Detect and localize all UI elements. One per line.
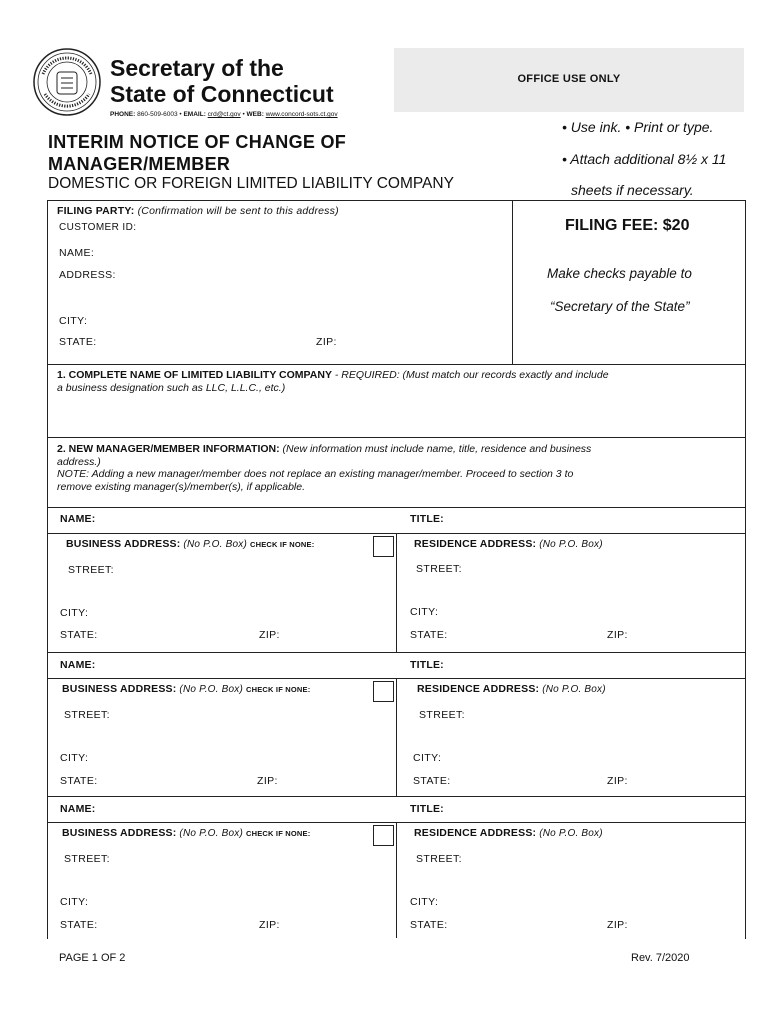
divider — [47, 364, 745, 365]
instruction-sheets: sheets if necessary. — [571, 182, 694, 198]
section2-note-a: (New information must include name, title, residence and business — [279, 443, 592, 455]
filing-city-field[interactable]: CITY: — [59, 315, 88, 327]
filing-zip-field[interactable]: ZIP: — [316, 336, 337, 348]
email-link[interactable]: crd@ct.gov — [207, 111, 241, 118]
entry1-residence-street-field[interactable]: STREET: — [416, 563, 462, 575]
entry2-name-field[interactable]: NAME: — [60, 659, 96, 671]
instruction-ink: • Use ink. • Print or type. — [562, 119, 714, 135]
check-if-none-label: CHECK IF NONE: — [245, 829, 311, 838]
residence-address-label: RESIDENCE ADDRESS: — [417, 683, 540, 695]
no-po-box-note: (No P.O. Box) — [180, 539, 250, 550]
entry1-business-address-heading — [66, 538, 314, 550]
column-divider — [396, 533, 397, 652]
entry3-residence-state-field[interactable]: STATE: — [410, 919, 448, 931]
entry3-residence-address-heading — [414, 827, 603, 839]
customer-id-field[interactable]: CUSTOMER ID: — [59, 222, 137, 233]
entry1-business-zip-field[interactable]: ZIP: — [259, 629, 280, 641]
entry2-residence-state-field[interactable]: STATE: — [413, 775, 451, 787]
contact-line: PHONE: 860-509-6003 • EMAIL: crd@ct.gov • WEB: www.concord-sots.ct.gov — [110, 111, 338, 118]
entry1-residence-address-heading — [414, 538, 603, 550]
residence-address-label: RESIDENCE ADDRESS: — [414, 827, 537, 839]
entry3-business-street-field[interactable]: STREET: — [64, 853, 110, 865]
no-po-box-note: (No P.O. Box) — [176, 828, 246, 839]
filing-party-note: (Confirmation will be sent to this address) — [137, 205, 339, 217]
residence-address-label: RESIDENCE ADDRESS: — [414, 538, 537, 550]
entry3-residence-city-field[interactable]: CITY: — [410, 896, 439, 908]
revision-date: Rev. 7/2020 — [631, 952, 690, 964]
divider — [47, 796, 745, 797]
filing-party-label: FILING PARTY: — [57, 205, 135, 217]
email-label: EMAIL: — [183, 111, 206, 118]
entry3-residence-street-field[interactable]: STREET: — [416, 853, 462, 865]
section1-required: - REQUIRED: — [331, 369, 400, 381]
entry2-residence-city-field[interactable]: CITY: — [413, 752, 442, 764]
phone-value: 860-509-6003 — [137, 111, 178, 118]
agency-name-line2: State of Connecticut — [110, 81, 334, 107]
page-number: PAGE 1 OF 2 — [59, 952, 126, 964]
entry1-residence-zip-field[interactable]: ZIP: — [607, 629, 628, 641]
section1-heading[interactable] — [57, 369, 745, 394]
entry2-business-street-field[interactable]: STREET: — [64, 709, 110, 721]
business-address-label: BUSINESS ADDRESS: — [62, 683, 177, 695]
no-po-box-note: (No P.O. Box) — [536, 828, 603, 839]
office-use-label: OFFICE USE ONLY — [517, 73, 621, 85]
entry1-business-city-field[interactable]: CITY: — [60, 607, 89, 619]
section1-note-b: a business designation such as LLC, L.L.C., etc.) — [57, 381, 286, 394]
section2-note-d: remove existing manager(s)/member(s), if applicable. — [57, 480, 306, 493]
divider — [47, 652, 745, 653]
section2-title: 2. NEW MANAGER/MEMBER INFORMATION: — [57, 443, 280, 455]
entry1-residence-city-field[interactable]: CITY: — [410, 606, 439, 618]
section2-heading — [57, 443, 745, 493]
entry3-title-field[interactable]: TITLE: — [410, 803, 444, 815]
entry2-business-state-field[interactable]: STATE: — [60, 775, 98, 787]
column-divider — [396, 822, 397, 938]
filing-name-field[interactable]: NAME: — [59, 247, 95, 259]
no-po-box-note: (No P.O. Box) — [176, 684, 246, 695]
filing-address-field[interactable]: ADDRESS: — [59, 269, 116, 281]
entry2-residence-street-field[interactable]: STREET: — [419, 709, 465, 721]
section2-note-b: address.) — [57, 455, 101, 468]
entry1-check-if-none-checkbox[interactable] — [373, 536, 394, 557]
form-title-line2: MANAGER/MEMBER — [48, 154, 231, 174]
entry1-business-state-field[interactable]: STATE: — [60, 629, 98, 641]
section1-title: 1. COMPLETE NAME OF LIMITED LIABILITY COMPANY — [57, 369, 332, 381]
check-if-none-label: CHECK IF NONE: — [245, 685, 311, 694]
fee-divider — [512, 200, 513, 364]
phone-label: PHONE: — [110, 111, 136, 118]
entry1-residence-state-field[interactable]: STATE: — [410, 629, 448, 641]
entry1-business-street-field[interactable]: STREET: — [68, 564, 114, 576]
business-address-label: BUSINESS ADDRESS: — [62, 827, 177, 839]
checks-payable-line1: Make checks payable to — [547, 266, 692, 281]
check-if-none-label: CHECK IF NONE: — [249, 540, 315, 549]
section1-note-a: (Must match our records exactly and include — [399, 369, 609, 381]
entry1-title-field[interactable]: TITLE: — [410, 513, 444, 525]
divider — [47, 437, 745, 438]
entry2-business-address-heading — [62, 683, 310, 695]
form-title-line1: INTERIM NOTICE OF CHANGE OF — [48, 132, 347, 152]
divider — [47, 507, 745, 508]
entry1-name-field[interactable]: NAME: — [60, 513, 96, 525]
no-po-box-note: (No P.O. Box) — [536, 539, 603, 550]
column-divider — [396, 678, 397, 796]
office-use-box — [394, 48, 744, 112]
no-po-box-note: (No P.O. Box) — [539, 684, 606, 695]
entry2-check-if-none-checkbox[interactable] — [373, 681, 394, 702]
entry3-business-zip-field[interactable]: ZIP: — [259, 919, 280, 931]
entry2-title-field[interactable]: TITLE: — [410, 659, 444, 671]
agency-name-line1: Secretary of the — [110, 55, 284, 81]
entry2-business-city-field[interactable]: CITY: — [60, 752, 89, 764]
business-address-label: BUSINESS ADDRESS: — [66, 538, 181, 550]
entry2-residence-address-heading — [417, 683, 606, 695]
entry3-business-address-heading — [62, 827, 310, 839]
web-link[interactable]: www.concord-sots.ct.gov — [265, 111, 338, 118]
entry3-residence-zip-field[interactable]: ZIP: — [607, 919, 628, 931]
entry3-name-field[interactable]: NAME: — [60, 803, 96, 815]
filing-party-heading — [57, 205, 339, 217]
entry2-residence-zip-field[interactable]: ZIP: — [607, 775, 628, 787]
checks-payable-line2: “Secretary of the State” — [550, 299, 690, 314]
filing-fee: FILING FEE: $20 — [565, 217, 690, 234]
instruction-attach: • Attach additional 8½ x 11 — [562, 151, 727, 167]
section2-note-c: NOTE: Adding a new manager/member does not replace an existing manager/member. Proceed to section 3 to — [57, 468, 574, 480]
filing-state-field[interactable]: STATE: — [59, 336, 97, 348]
entry3-business-state-field[interactable]: STATE: — [60, 919, 98, 931]
form-subtitle: DOMESTIC OR FOREIGN LIMITED LIABILITY COMPANY — [48, 175, 454, 192]
entry3-business-city-field[interactable]: CITY: — [60, 896, 89, 908]
entry2-business-zip-field[interactable]: ZIP: — [257, 775, 278, 787]
state-seal-logo — [33, 48, 101, 116]
entry3-check-if-none-checkbox[interactable] — [373, 825, 394, 846]
web-label: WEB: — [246, 111, 264, 118]
